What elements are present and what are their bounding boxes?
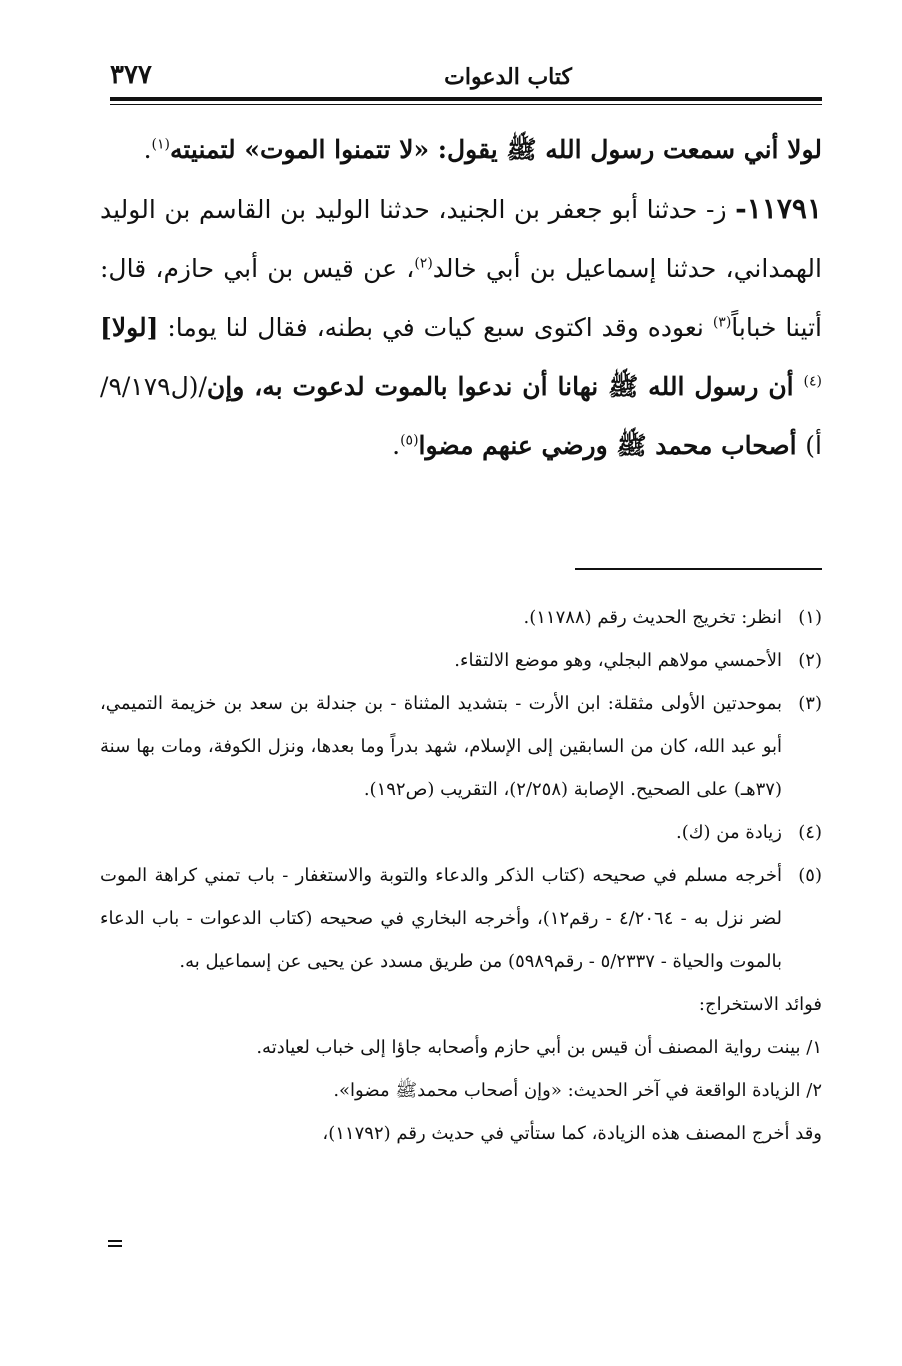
chapter-title: كتاب الدعوات <box>444 64 572 90</box>
footnote-separator <box>575 568 822 570</box>
hadith-isnad-cont: ، عن قيس بن أبي حازم، قال: أتينا خباباً <box>100 254 822 342</box>
page-number: ٣٧٧ <box>110 60 152 90</box>
continuation-mark <box>108 1240 122 1250</box>
hadith-narrative: نعوده وقد اكتوى سبع كيات في بطنه، فقال لنا يوما: <box>158 313 713 342</box>
footnote-text: الأحمسي مولاهم البجلي، وهو موضع الالتقاء. <box>454 650 782 671</box>
footnote-ref-4: (٤) <box>803 373 822 390</box>
footnote-ref-3: (٣) <box>712 314 732 331</box>
hadith-matn: أن رسول الله ﷺ نهانا أن ندعوا بالموت لدعوت به، وإن <box>206 372 804 401</box>
hadith-isnad: ز- حدثنا أبو جعفر بن الجنيد، حدثنا الوليد بن القاسم بن الوليد الهمداني، حدثنا إسماعيل بن أبي خالد <box>100 195 822 283</box>
footnotes <box>100 596 822 1155</box>
benefits-heading: فوائد الاستخراج: <box>698 994 822 1015</box>
paragraph-1-text: لولا أني سمعت رسول الله ﷺ يقول: «لا تتمنوا الموت» لتمنيته <box>169 135 822 164</box>
main-text <box>100 120 822 475</box>
footnote-text: أخرجه مسلم في صحيحه (كتاب الذكر والدعاء والتوبة والاستغفار - باب تمني كراهة الموت لضر نزل به - ٤/٢٠٦٤ - رقم١٢)، وأخرجه البخاري في صحيحه (كتاب الدعوات - باب الدعاء بالموت والحياة - ٥/٢٣٣٧ - رقم٥٩٨٩) من طريق مسدد عن يحيى عن إسماعيل به. <box>100 865 782 972</box>
footnote-number: (٣) <box>798 693 822 714</box>
closing-line: وقد أخرج المصنف هذه الزيادة، كما ستأتي في حديث رقم (١١٧٩٢)، <box>322 1123 822 1144</box>
manuscript-ref: /(ل٩/١٧٩/أ) <box>100 372 822 460</box>
footnote-2 <box>100 639 822 682</box>
footnote-1 <box>100 596 822 639</box>
hadith-addition: [لولا] <box>100 313 159 342</box>
footnote-5 <box>100 854 822 983</box>
footnote-ref-1: (١) <box>151 136 170 153</box>
header-rule-thick <box>110 97 822 101</box>
footnote-3 <box>100 682 822 811</box>
hadith-matn-end: أصحاب محمد ﷺ ورضي عنهم مضوا <box>418 431 806 460</box>
footnote-number: (١) <box>798 607 822 628</box>
benefit-1: ١/ بينت رواية المصنف أن قيس بن أبي حازم وأصحابه جاؤا إلى خباب لعيادته. <box>256 1037 822 1058</box>
footnote-number: (٤) <box>798 822 822 843</box>
footnote-4 <box>100 811 822 854</box>
footnote-number: (٥) <box>798 865 822 886</box>
benefit-2: ٢/ الزيادة الواقعة في آخر الحديث: «وإن أصحاب محمدﷺ مضوا». <box>333 1080 822 1101</box>
footnote-ref-5: (٥) <box>400 432 419 449</box>
footnote-text: انظر: تخريج الحديث رقم (١١٧٨٨). <box>523 607 782 628</box>
paragraph-1-end: . <box>143 135 152 164</box>
running-header <box>110 58 822 94</box>
hadith-number: ١١٧٩١- <box>735 192 822 225</box>
footnote-number: (٢) <box>798 650 822 671</box>
header-rule-thin <box>110 104 822 105</box>
footnote-text: زيادة من (ك). <box>675 822 782 843</box>
hadith-end: . <box>392 431 401 460</box>
paragraph-1 <box>100 120 822 179</box>
hadith-11791 <box>100 179 822 475</box>
footnote-ref-2: (٢) <box>414 255 433 272</box>
footnote-text: بموحدتين الأولى مثقلة: ابن الأرت - بتشديد المثناة - بن جندلة بن سعد بن خزيمة التميمي، أبو عبد الله، كان من السابقين إلى الإسلام، شهد بدراً وما بعدها، ونزل الكوفة، ومات بها سنة (٣٧هـ) على الصحيح. الإصابة (٢/٢٥٨)، التقريب (ص١٩٢). <box>100 693 782 800</box>
